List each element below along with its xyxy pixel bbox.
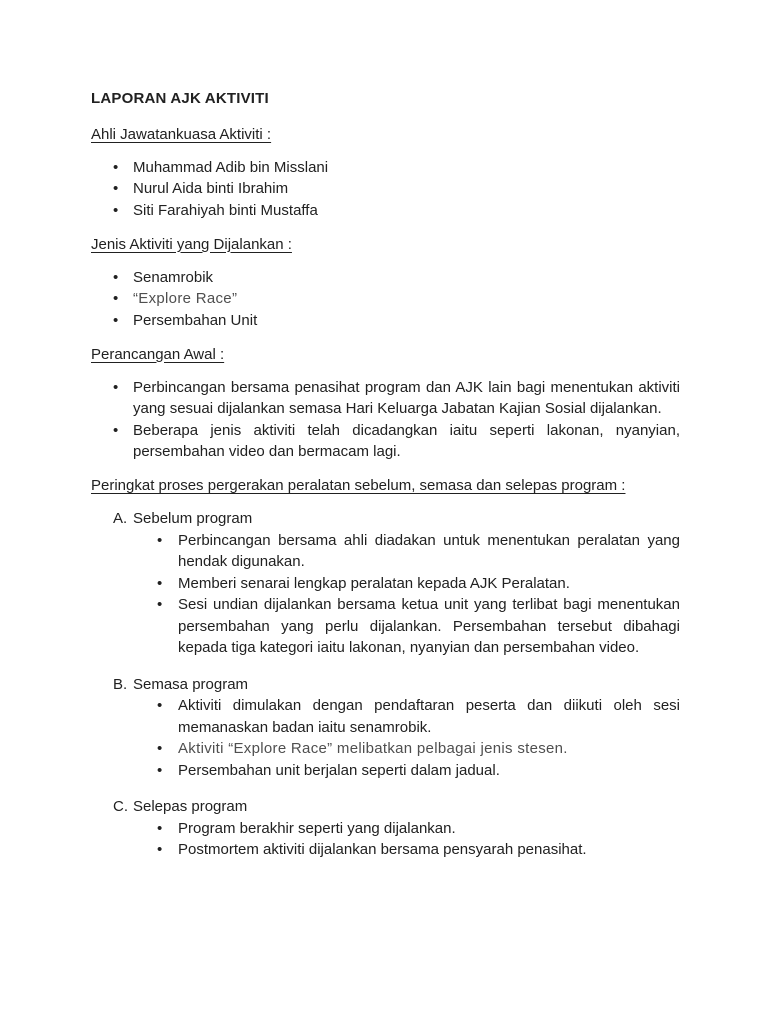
- section-heading-perancangan: Perancangan Awal :: [91, 345, 225, 363]
- subsection-header: [91, 508, 680, 530]
- list-item-text: Perbincangan bersama ahli diadakan untuk menentukan peralatan yang hendak digunakan.: [178, 531, 680, 570]
- list-item-text: Persembahan unit berjalan seperti dalam jadual.: [178, 761, 500, 779]
- bullet-marker: •: [113, 290, 119, 307]
- subsection-title: Sebelum program: [133, 510, 253, 527]
- bullet-list-sebelum: [91, 530, 680, 659]
- bullet-list-selepas: [91, 818, 680, 861]
- subsection-label: C.: [113, 798, 128, 815]
- list-item-text: Muhammad Adib bin Misslani: [133, 158, 329, 176]
- bullet-list-semasa: [91, 695, 680, 781]
- list-item: [91, 594, 680, 659]
- list-item-text: Perbincangan bersama penasihat program dan AJK lain bagi menentukan aktiviti yang sesuai dijalankan semasa Hari Keluarga Jabatan Kajian Sosial dijalankan.: [133, 378, 680, 417]
- bullet-list-members: [91, 157, 680, 222]
- list-item: [91, 288, 680, 310]
- bullet-marker: •: [157, 596, 163, 613]
- section-peringkat-proses: [91, 475, 680, 861]
- bullet-marker: •: [157, 819, 163, 837]
- list-item: [91, 839, 680, 861]
- bullet-marker: •: [113, 378, 119, 396]
- list-item: [91, 377, 680, 420]
- section-heading-peringkat: Peringkat proses pergerakan peralatan sebelum, semasa dan selepas program :: [91, 477, 626, 494]
- bullet-marker: •: [113, 268, 119, 286]
- list-item-text: Sesi undian dijalankan bersama ketua unit yang terlibat bagi menentukan persembahan yang perlu dijalankan. Persembahan tersebut dibahagi kepada tiga kategori iaitu lakonan, nyanyian dan persembahan video.: [178, 596, 680, 656]
- list-item-text: Program berakhir seperti yang dijalankan.: [178, 819, 456, 837]
- list-item-text: Siti Farahiyah binti Mustaffa: [133, 201, 318, 219]
- section-ahli-jawatankuasa: [91, 124, 680, 222]
- list-item-text: Aktiviti “Explore Race” melibatkan pelbagai jenis stesen.: [178, 740, 568, 757]
- bullet-marker: •: [157, 761, 163, 779]
- bullet-marker: •: [157, 740, 163, 757]
- list-item: [91, 420, 680, 463]
- list-item: [91, 267, 680, 289]
- bullet-marker: •: [113, 180, 119, 197]
- list-item: [91, 178, 680, 200]
- list-item-text: Nurul Aida binti Ibrahim: [133, 180, 289, 197]
- list-item: [91, 818, 680, 840]
- subsection-sebelum-program: [91, 508, 680, 659]
- bullet-marker: •: [113, 421, 119, 439]
- bullet-marker: •: [157, 841, 163, 858]
- bullet-marker: •: [113, 201, 119, 219]
- subsection-header: [91, 674, 680, 696]
- list-item-text: Persembahan Unit: [133, 311, 258, 329]
- section-heading-ahli: Ahli Jawatankuasa Aktiviti :: [91, 125, 272, 143]
- subsection-title: Semasa program: [133, 675, 249, 693]
- bullet-marker: •: [157, 531, 163, 549]
- subsection-label: B.: [113, 675, 128, 693]
- bullet-list-activities: [91, 267, 680, 332]
- document-title: LAPORAN AJK AKTIVITI: [91, 90, 269, 107]
- list-item-text: Senamrobik: [133, 268, 214, 286]
- subsection-semasa-program: [91, 674, 680, 782]
- bullet-marker: •: [113, 311, 119, 329]
- list-item-text: Memberi senarai lengkap peralatan kepada AJK Peralatan.: [178, 574, 570, 592]
- list-item-text: Beberapa jenis aktiviti telah dicadangkan iaitu seperti lakonan, nyanyian, persembahan video dan bermacam lagi.: [133, 421, 680, 460]
- list-item: [91, 573, 680, 595]
- list-item: [91, 760, 680, 782]
- list-item: [91, 310, 680, 332]
- section-jenis-aktiviti: [91, 234, 680, 332]
- subsection-selepas-program: [91, 796, 680, 861]
- list-item: [91, 157, 680, 179]
- bullet-marker: •: [157, 697, 163, 714]
- bullet-marker: •: [157, 574, 163, 592]
- section-heading-jenis: Jenis Aktiviti yang Dijalankan :: [91, 235, 292, 253]
- subsection-header: [91, 796, 680, 818]
- subsection-title: Selepas program: [133, 798, 248, 815]
- bullet-marker: •: [113, 158, 119, 176]
- list-item-text: Postmortem aktiviti dijalankan bersama pensyarah penasihat.: [178, 841, 587, 858]
- list-item: [91, 738, 680, 760]
- list-item: [91, 530, 680, 573]
- list-item: [91, 695, 680, 738]
- bullet-list-planning: [91, 377, 680, 463]
- list-item-text: Aktiviti dimulakan dengan pendaftaran peserta dan diikuti oleh sesi memanaskan badan iaitu senamrobik.: [178, 697, 680, 736]
- list-item: [91, 200, 680, 222]
- subsection-label: A.: [113, 510, 128, 527]
- list-item-text: “Explore Race”: [133, 290, 238, 307]
- section-perancangan-awal: [91, 344, 680, 463]
